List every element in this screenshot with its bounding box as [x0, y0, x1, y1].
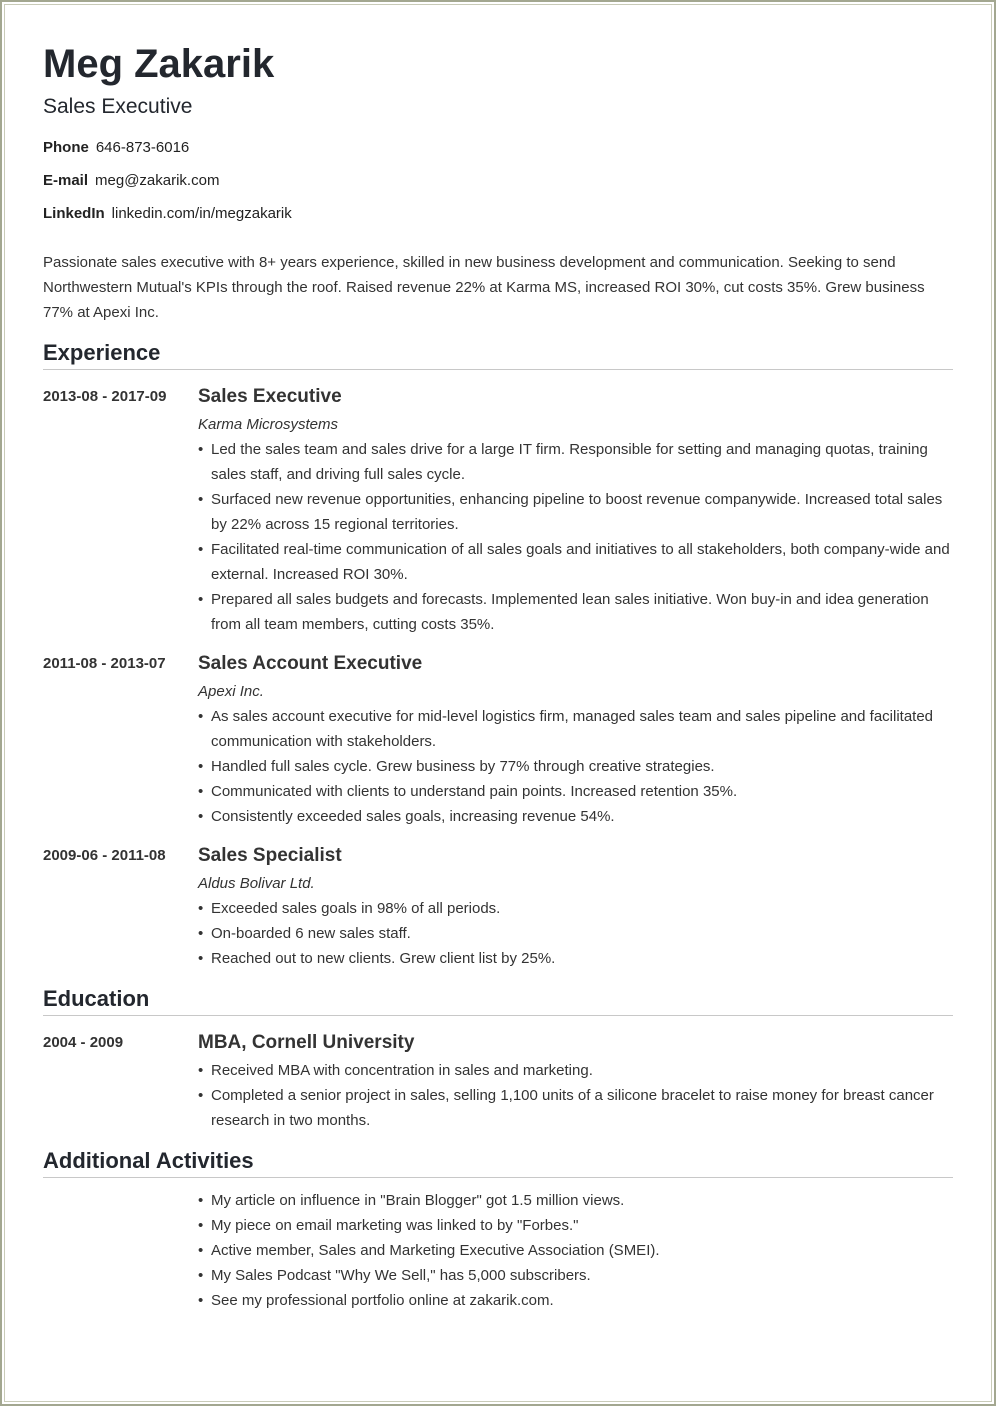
profile-summary: Passionate sales executive with 8+ years experience, skilled in new business development and communication. Seeking to send Northwestern Mutual's KPIs through the roof. Raised revenue 22% at Karma MS, increased ROI 30%, cut costs 35%. Grew business 77% at Apexi Inc. [43, 254, 925, 321]
contact-label: Phone [43, 139, 89, 156]
bullet-item: • Active member, Sales and Marketing Executive Association (SMEI). [198, 1238, 953, 1263]
bullet-item: • Received MBA with concentration in sales and marketing. [198, 1058, 953, 1083]
bullet-item: • Communicated with clients to understand pain points. Increased retention 35%. [198, 779, 953, 804]
entry-body [198, 384, 953, 637]
job-title: Sales Executive [198, 386, 342, 407]
bullet-list [198, 896, 953, 971]
job-title: Sales Account Executive [198, 653, 423, 674]
experience-entry [43, 384, 953, 637]
phone-value: 646-873-6016 [95, 139, 190, 156]
bullet-item: • Surfaced new revenue opportunities, enhancing pipeline to boost revenue companywide. Increased total sales by 22% across 15 regional territories. [198, 487, 953, 537]
education-entry [43, 1030, 953, 1133]
experience-entry [43, 651, 953, 829]
bullet-item: • My Sales Podcast "Why We Sell," has 5,000 subscribers. [198, 1263, 953, 1288]
linkedin-value: linkedin.com/in/megzakarik [111, 205, 292, 222]
entry-dates: 2004 - 2009 [43, 1034, 124, 1051]
entry-body [198, 843, 953, 971]
bullet-item: • Completed a senior project in sales, selling 1,100 units of a silicone bracelet to raise money for breast cancer research in two months. [198, 1083, 953, 1133]
bullet-item: • On-boarded 6 new sales staff. [198, 921, 953, 946]
bullet-item: • Facilitated real-time communication of all sales goals and initiatives to all stakeholders, both company-wide and external. Increased ROI 30%. [198, 537, 953, 587]
contact-block [43, 139, 953, 238]
section-heading-activities: Additional Activities [43, 1147, 953, 1178]
bullet-item: • Exceeded sales goals in 98% of all periods. [198, 896, 953, 921]
candidate-name: Meg Zakarik [43, 42, 275, 86]
experience-entry [43, 843, 953, 971]
company-name: Aldus Bolivar Ltd. [198, 875, 315, 892]
bullet-list [198, 1058, 953, 1133]
bullet-list [198, 437, 953, 637]
job-title: Sales Specialist [198, 845, 342, 866]
contact-label: E-mail [43, 172, 89, 189]
bullet-item: • Led the sales team and sales drive for a large IT firm. Responsible for setting and managing quotas, training sales staff, and driving full sales cycle. [198, 437, 953, 487]
contact-phone [43, 139, 953, 172]
resume-content [43, 40, 953, 1313]
bullet-item: • Consistently exceeded sales goals, increasing revenue 54%. [198, 804, 953, 829]
entry-body [198, 651, 953, 829]
section-heading-experience: Experience [43, 339, 953, 370]
bullet-item: • As sales account executive for mid-level logistics firm, managed sales team and sales pipeline and facilitated communication with stakeholders. [198, 704, 953, 754]
email-value: meg@zakarik.com [95, 172, 220, 189]
bullet-list [198, 704, 953, 829]
company-name: Apexi Inc. [198, 683, 264, 700]
bullet-list [198, 1188, 953, 1313]
bullet-item: • Handled full sales cycle. Grew business by 77% through creative strategies. [198, 754, 953, 779]
bullet-item: • See my professional portfolio online at zakarik.com. [198, 1288, 953, 1313]
bullet-item: • My piece on email marketing was linked to by "Forbes." [198, 1213, 953, 1238]
activities-block [198, 1188, 953, 1313]
entry-dates: 2009-06 - 2011-08 [43, 847, 166, 864]
contact-email [43, 172, 953, 205]
section-heading-education: Education [43, 985, 953, 1016]
entry-dates: 2011-08 - 2013-07 [43, 655, 166, 672]
contact-linkedin [43, 205, 953, 238]
entry-body [198, 1030, 953, 1133]
bullet-item: • Prepared all sales budgets and forecasts. Implemented lean sales initiative. Won buy-in and idea generation from all team members, cutting costs 35%. [198, 587, 953, 637]
bullet-item: • Reached out to new clients. Grew client list by 25%. [198, 946, 953, 971]
company-name: Karma Microsystems [198, 416, 339, 433]
contact-label: LinkedIn [43, 205, 105, 222]
degree-title: MBA, Cornell University [198, 1032, 415, 1053]
entry-dates: 2013-08 - 2017-09 [43, 388, 167, 405]
bullet-item: • My article on influence in "Brain Blogger" got 1.5 million views. [198, 1188, 953, 1213]
candidate-title: Sales Executive [43, 95, 193, 118]
